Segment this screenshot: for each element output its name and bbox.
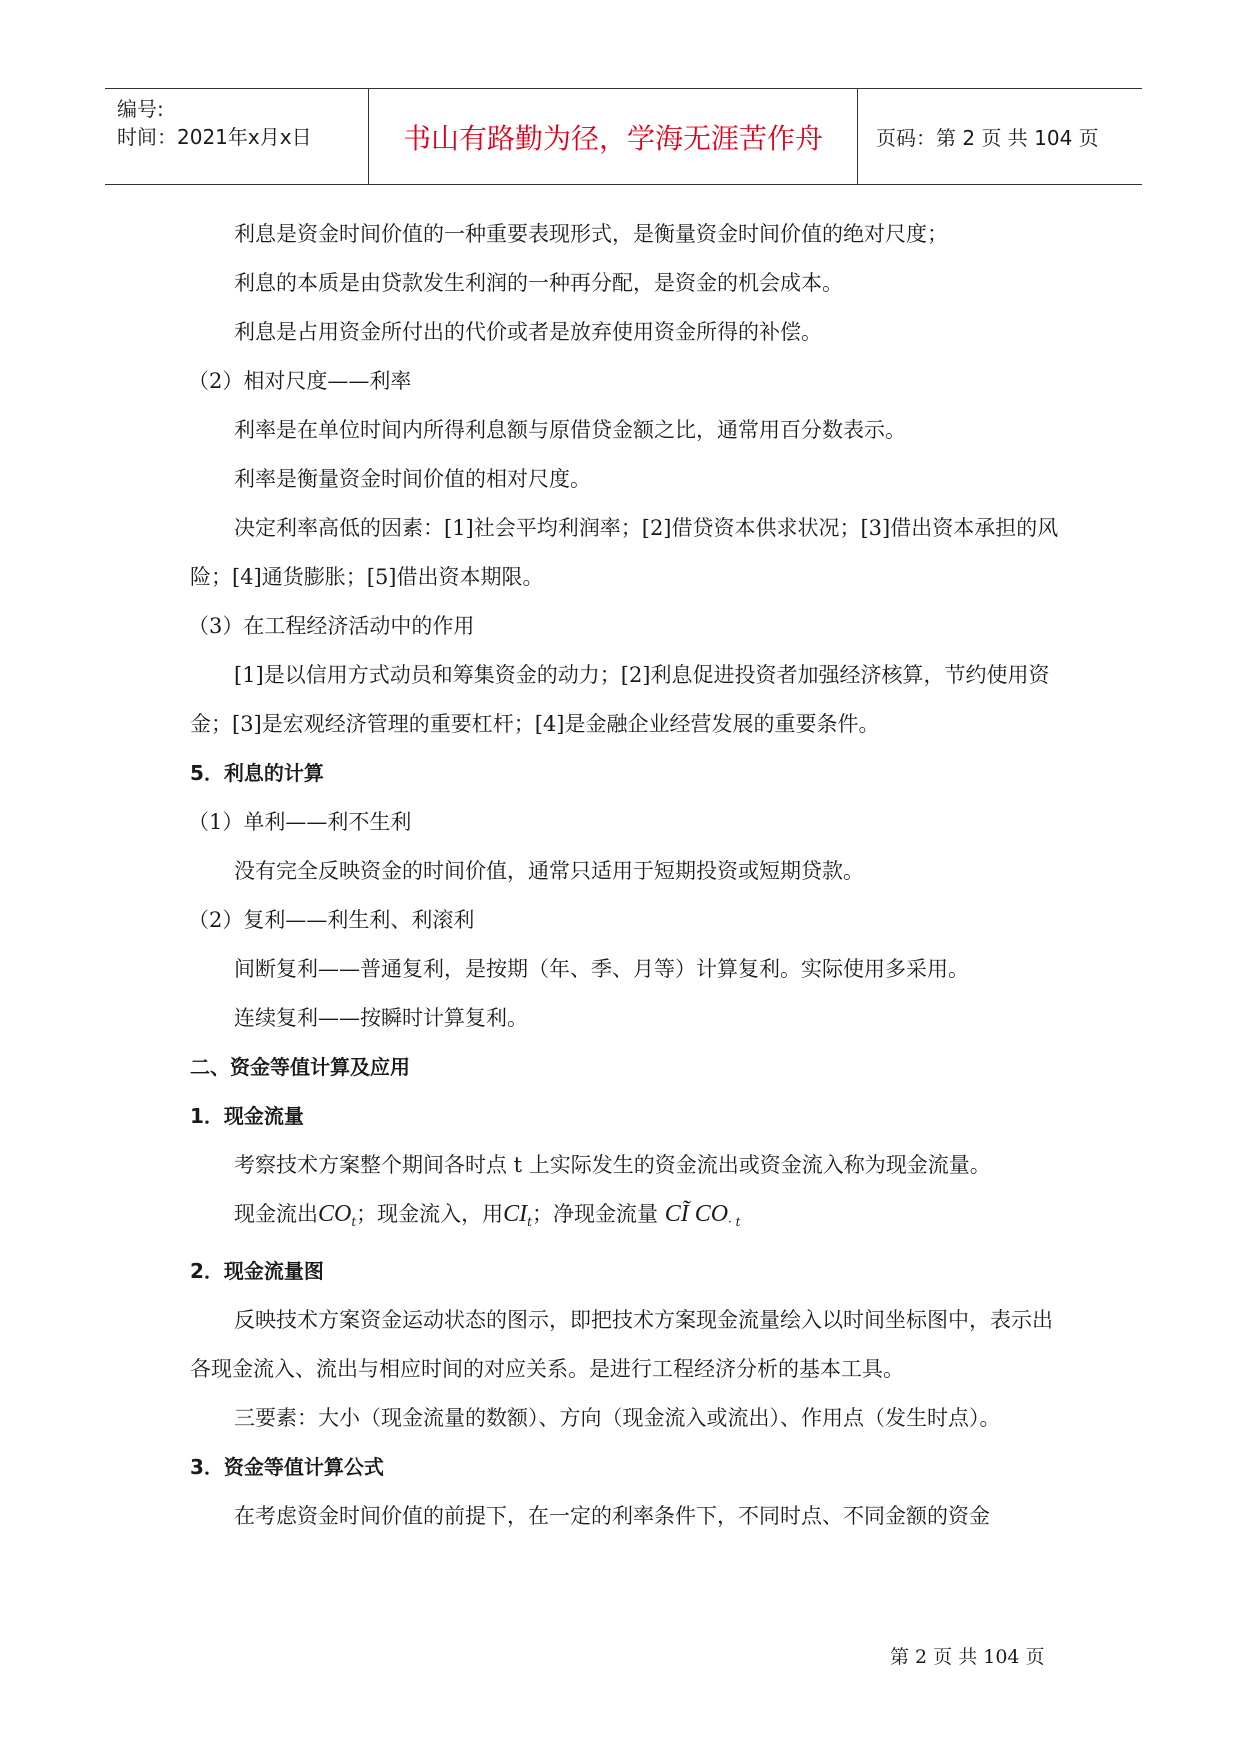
header-motto-cell [369, 89, 858, 184]
section-heading: 5．利息的计算 [190, 761, 324, 785]
formula-ci: CI [503, 1201, 528, 1227]
document-time-label: 时间：2021年x月x日 [117, 125, 312, 149]
section-heading: 2．现金流量图 [190, 1259, 324, 1284]
paragraph: 利息的本质是由贷款发生利润的一种再分配，是资金的机会成本。 [234, 271, 843, 295]
paragraph: 利息是资金时间价值的一种重要表现形式，是衡量资金时间价值的绝对尺度； [234, 222, 948, 246]
section-heading: 3．资金等值计算公式 [190, 1455, 384, 1480]
header-motto: 书山有路勤为径，学海无涯苦作舟 [402, 121, 823, 155]
formula-subscript: t [527, 1215, 532, 1230]
header-page-cell [858, 89, 1142, 184]
paragraph: 没有完全反映资金的时间价值，通常只适用于短期投资或短期贷款。 [234, 859, 864, 883]
paragraph: 考察技术方案整个期间各时点 t 上实际发生的资金流出或资金流入称为现金流量。 [234, 1153, 991, 1177]
paragraph: 决定利率高低的因素：[1]社会平均利润率；[2]借贷资本供求状况；[3]借出资本承担的风险；[4]通货膨胀；[5]借出资本期限。 [190, 516, 1059, 589]
formula-subscript: t [351, 1215, 357, 1230]
subheading: （1）单利——利不生利 [188, 810, 412, 834]
formula-line [190, 1190, 1066, 1247]
formula-subscript: · t [728, 1215, 741, 1230]
page-footer: 第 2 页 共 104 页 [890, 1646, 1045, 1668]
paragraph: 利率是衡量资金时间价值的相对尺度。 [234, 467, 591, 491]
formula-co: CO [318, 1201, 352, 1227]
document-body [190, 210, 1066, 1541]
section-heading: 1．现金流量 [190, 1104, 304, 1128]
paragraph: [1]是以信用方式动员和筹集资金的动力；[2]利息促进投资者加强经济核算，节约使用资金；[3]是宏观经济管理的重要杠杆；[4]是金融企业经营发展的重要条件。 [190, 663, 1050, 736]
formula-text: ；净现金流量 [532, 1202, 658, 1226]
subheading: （3）在工程经济活动中的作用 [188, 614, 475, 638]
chapter-heading: 二、资金等值计算及应用 [190, 1055, 410, 1079]
formula-net: CĨ CO [664, 1201, 729, 1227]
paragraph: 在考虑资金时间价值的前提下，在一定的利率条件下，不同时点、不同金额的资金 [234, 1504, 990, 1529]
paragraph: 反映技术方案资金运动状态的图示，即把技术方案现金流量绘入以时间坐标图中，表示出各现金流入、流出与相应时间的对应关系。是进行工程经济分析的基本工具。 [190, 1308, 1053, 1382]
page-header [105, 88, 1142, 185]
header-meta-cell [105, 89, 369, 184]
document-number-label: 编号: [117, 97, 164, 121]
paragraph: 利率是在单位时间内所得利息额与原借贷金额之比，通常用百分数表示。 [234, 418, 906, 442]
header-page-number: 页码：第 2 页 共 104 页 [876, 126, 1099, 150]
paragraph: 连续复利——按瞬时计算复利。 [234, 1006, 528, 1030]
formula-text: ；现金流入，用 [356, 1202, 504, 1226]
paragraph: 三要素：大小（现金流量的数额）、方向（现金流入或流出）、作用点（发生时点）。 [234, 1406, 1001, 1431]
paragraph: 间断复利——普通复利，是按期（年、季、月等）计算复利。实际使用多采用。 [234, 957, 969, 981]
paragraph: 利息是占用资金所付出的代价或者是放弃使用资金所得的补偿。 [234, 320, 822, 344]
subheading: （2）复利——利生利、利滚利 [188, 908, 475, 932]
subheading: （2）相对尺度——利率 [188, 369, 412, 393]
formula-text: 现金流出 [234, 1202, 318, 1226]
